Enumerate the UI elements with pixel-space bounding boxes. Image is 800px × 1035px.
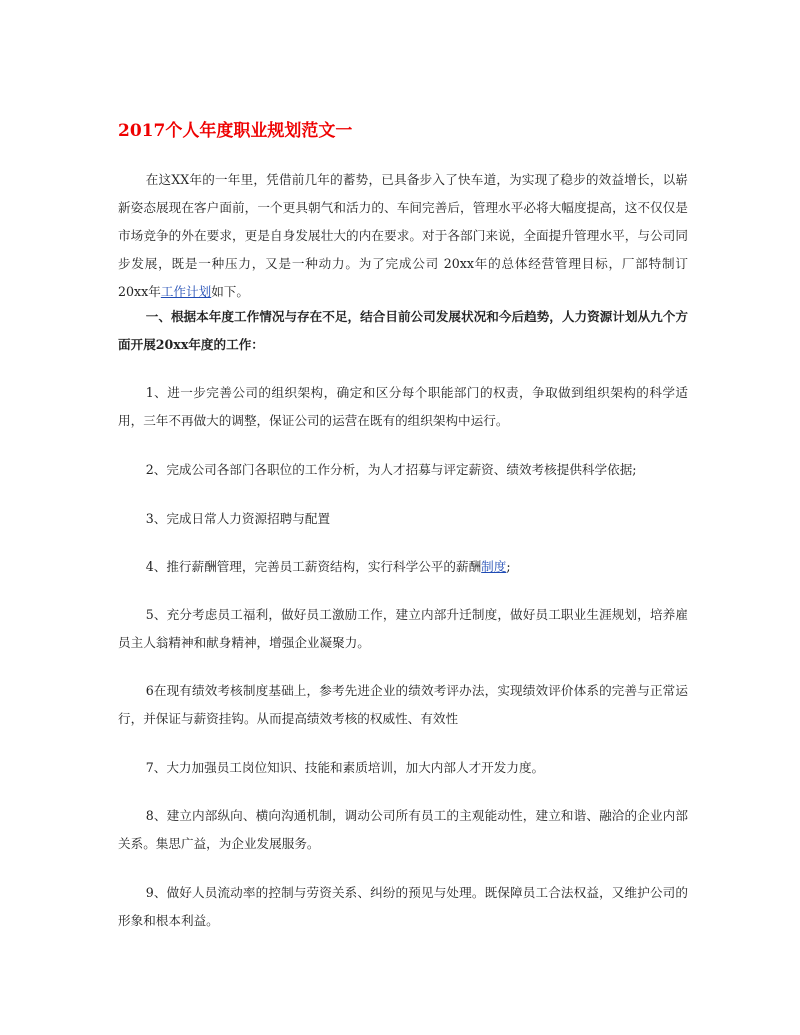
list-item: 1、进一步完善公司的组织架构，确定和区分每个职能部门的权责，争取做到组织架构的科学适用，三年不再做大的调整，保证公司的运营在既有的组织架构中运行。: [118, 385, 688, 428]
item4-text-end: ;: [506, 559, 511, 574]
document-title: 2017个人年度职业规划范文一: [118, 121, 353, 141]
intro-paragraph: [118, 166, 688, 306]
intro-text: 在这XX年的一年里，凭借前几年的蓄势，已具备步入了快车道，为实现了稳步的效益增长，以崭新姿态展现在客户面前，一个更具朝气和活力的、车间完善后，管理水平必将大幅度提高，这不仅仅是市场竞争的外在要求，更是自身发展壮大的内在要求。对于各部门来说，全面提升管理水平，与公司同步发展，既是一种压力，又是一种动力。为了完成公司 20xx年的总体经营管理目标，厂部特制订 20xx年: [118, 172, 688, 299]
system-link[interactable]: 制度: [481, 559, 507, 574]
list-item: 8、建立内部纵向、横向沟通机制，调动公司所有员工的主观能动性，建立和谐、融洽的企业内部关系。集思广益，为企业发展服务。: [118, 808, 688, 851]
work-plan-link[interactable]: 工作计划: [160, 284, 212, 299]
intro-text-end: 如下。: [211, 284, 249, 299]
list-item: 9、做好人员流动率的控制与劳资关系、纠纷的预见与处理。既保障员工合法权益，又维护公司的形象和根本利益。: [118, 885, 688, 928]
list-item: 5、充分考虑员工福利，做好员工激励工作，建立内部升迁制度，做好员工职业生涯规划，培养雇员主人翁精神和献身精神，增强企业凝聚力。: [118, 607, 688, 650]
list-item: 3、完成日常人力资源招聘与配置: [145, 511, 331, 526]
section-heading: 一、根据本年度工作情况与存在不足，结合目前公司发展状况和今后趋势，人力资源计划从九个方面开展20xx年度的工作：: [118, 309, 688, 352]
list-item: 6在现有绩效考核制度基础上，参考先进企业的绩效考评办法，实现绩效评价体系的完善与正常运行，并保证与薪资挂钩。从而提高绩效考核的权威性、有效性: [118, 683, 688, 726]
list-item: 2、完成公司各部门各职位的工作分析，为人才招募与评定薪资、绩效考核提供科学依据;: [145, 462, 637, 477]
list-item: 7、大力加强员工岗位知识、技能和素质培训，加大内部人才开发力度。: [145, 760, 545, 775]
item4-text: 4、推行薪酬管理，完善员工薪资结构，实行科学公平的薪酬: [145, 559, 482, 574]
list-item: [118, 553, 688, 581]
